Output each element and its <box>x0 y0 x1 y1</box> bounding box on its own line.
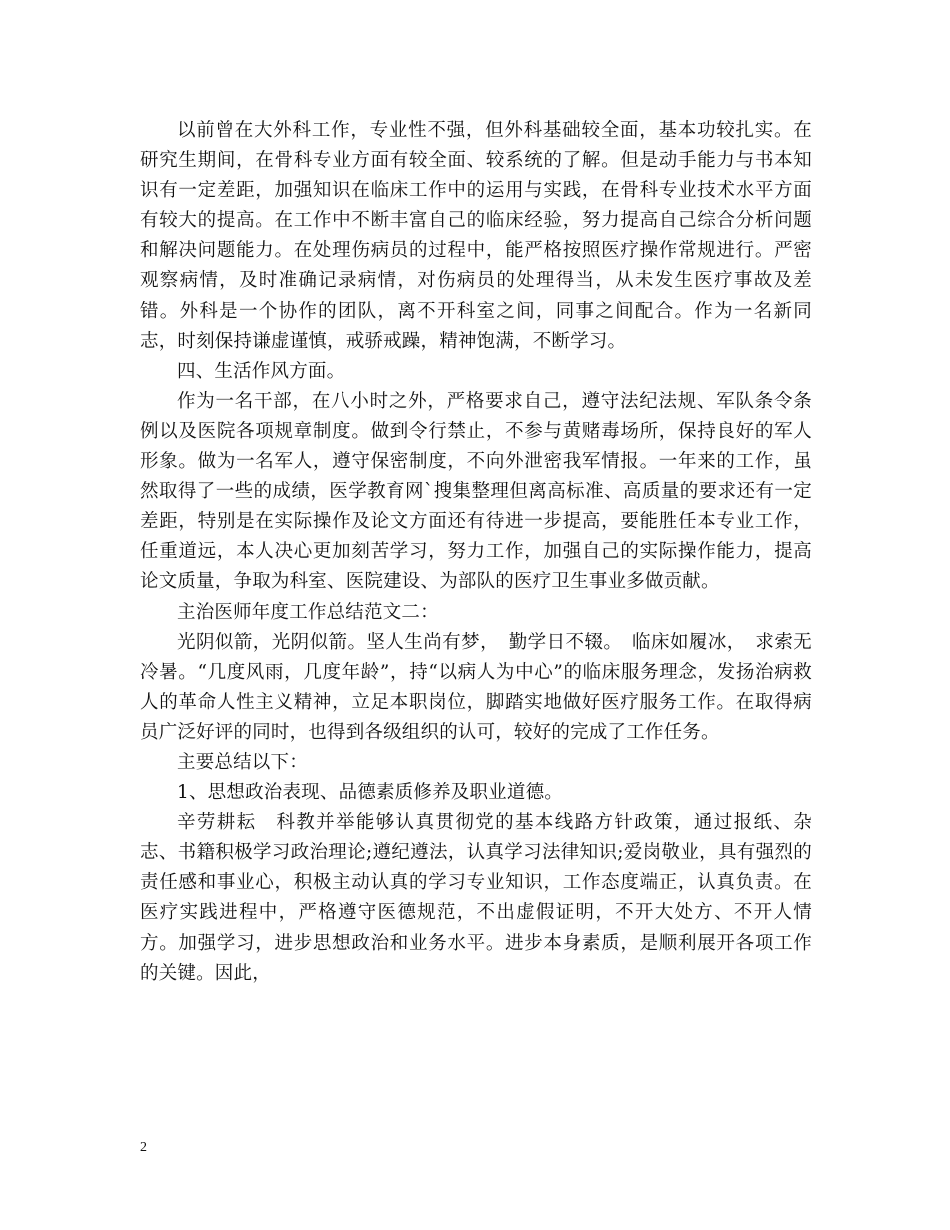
paragraph-surgery-experience: 以前曾在大外科工作，专业性不强，但外科基础较全面，基本功较扎实。在研究生期间，在骨科专业方面有较全面、较系统的了解。但是动手能力与书本知识有一定差距，加强知识在临床工作中的运用与实践，在骨科专业技术水平方面有较大的提高。在工作中不断丰富自己的临床经验，努力提高自己综合分析问题和解决问题能力。在处理伤病员的过程中，能严格按照医疗操作常规进行。严密观察病情，及时准确记录病情，对伤病员的处理得当，从未发生医疗事故及差错。外科是一个协作的团队，离不开科室之间，同事之间配合。作为一名新同志，时刻保持谦虚谨慎，戒骄戒躁，精神饱满，不断学习。 <box>140 120 812 352</box>
document-body <box>140 116 812 989</box>
heading-political-performance: 1、思想政治表现、品德素质修养及职业道德。 <box>177 782 563 804</box>
heading-sample-two: 主治医师年度工作总结范文二： <box>177 601 439 623</box>
paragraph-political-performance: 辛劳耕耘 科教并举能够认真贯彻党的基本线路方针政策，通过报纸、杂志、书籍积极学习政治理论;遵纪遵法，认真学习法律知识;爱岗敬业，具有强烈的责任感和事业心，积极主动认真的学习专业知识，工作态度端正，认真负责。在医疗实践进程中，严格遵守医德规范，不出虚假证明，不开大处方、不开人情方。加强学习，进步思想政治和业务水平。进步本身素质，是顺利展开各项工作的关键。因此， <box>140 812 812 984</box>
heading-summary: 主要总结以下： <box>177 751 308 773</box>
heading-lifestyle: 四、生活作风方面。 <box>177 360 346 382</box>
paragraph-intro: 光阴似箭，光阴似箭。坚人生尚有梦， 勤学日不辍。 临床如履冰， 求索无冷暑。“几度风雨，几度年龄”，持“以病人为中心”的临床服务理念，发扬治病救人的革命人性主义精神，立足本职岗位，脚踏实地做好医疗服务工作。在取得病员广泛好评的同时，也得到各级组织的认可，较好的完成了工作任务。 <box>140 631 812 743</box>
paragraph-lifestyle: 作为一名干部，在八小时之外，严格要求自己，遵守法纪法规、军队条令条例以及医院各项规章制度。做到令行禁止，不参与黄赌毒场所，保持良好的军人形象。做为一名军人，遵守保密制度，不向外泄密我军情报。一年来的工作，虽然取得了一些的成绩，医学教育网`搜集整理但离高标准、高质量的要求还有一定差距，特别是在实际操作及论文方面还有待进一步提高，要能胜任本专业工作，任重道远，本人决心更加刻苦学习，努力工作，加强自己的实际操作能力，提高论文质量，争取为科室、医院建设、为部队的医疗卫生事业多做贡献。 <box>140 390 812 593</box>
page-number: 2 <box>140 1140 147 1155</box>
